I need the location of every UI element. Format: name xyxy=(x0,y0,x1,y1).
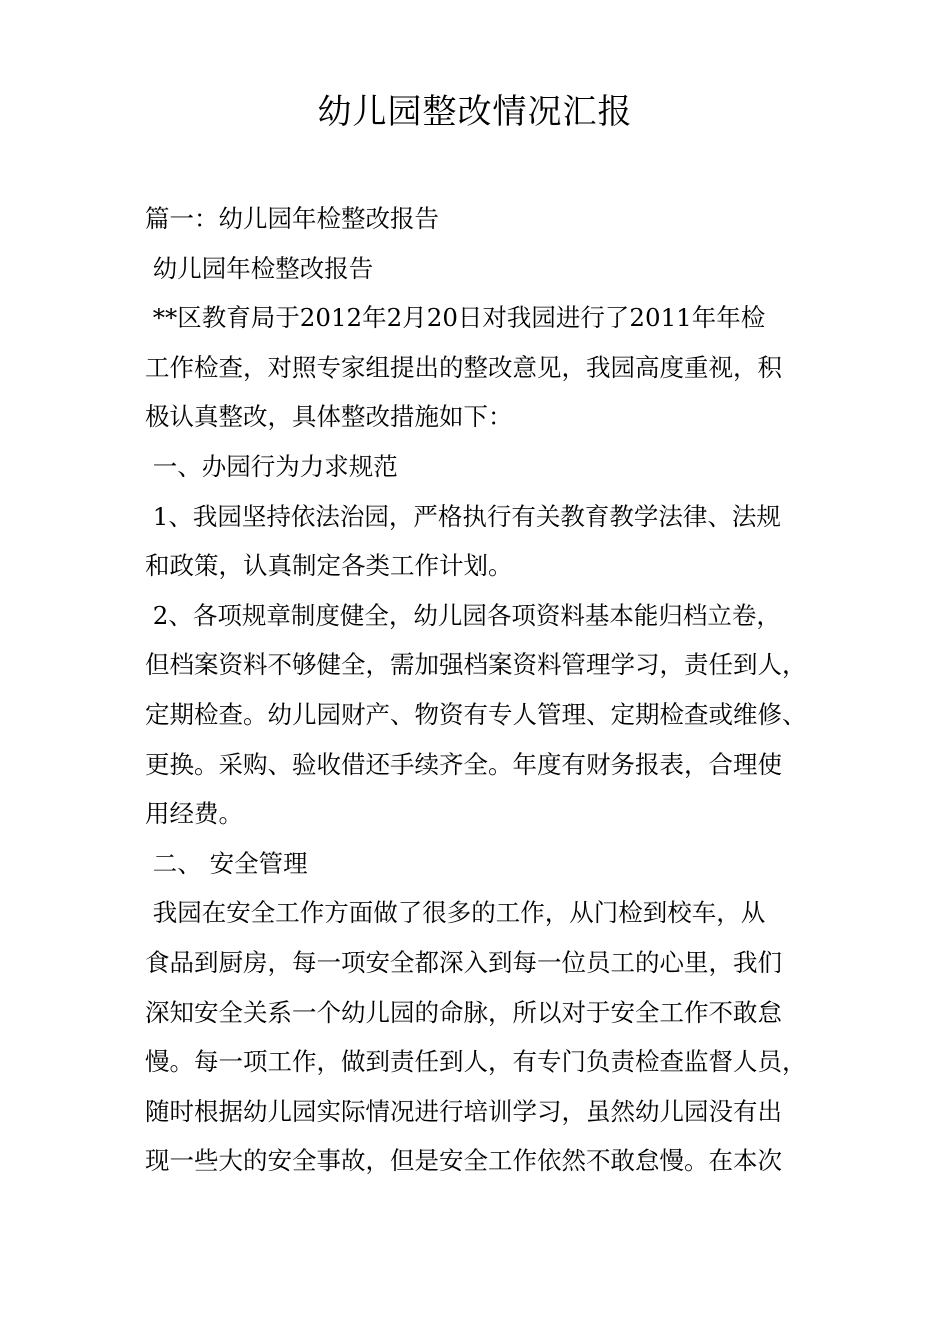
text-line: 随时根据幼儿园实际情况进行培训学习，虽然幼儿园没有出 xyxy=(145,1096,782,1126)
text-line: 1、我园坚持依法治园，严格执行有关教育教学法律、法规 xyxy=(145,501,781,531)
text-line: 工作检查，对照专家组提出的整改意见，我园高度重视，积 xyxy=(145,352,782,382)
text-line: 和政策，认真制定各类工作计划。 xyxy=(145,551,513,581)
text-line: 更换。采购、验收借还手续齐全。年度有财务报表，合理使 xyxy=(145,749,782,779)
text-line: 2、各项规章制度健全，幼儿园各项资料基本能归档立卷， xyxy=(145,600,781,630)
text-line: 食品到厨房，每一项安全都深入到每一位员工的心里，我们 xyxy=(145,947,782,977)
text-line: 幼儿园年检整改报告 xyxy=(145,253,374,283)
text-line: 现一些大的安全事故，但是安全工作依然不敢怠慢。在本次 xyxy=(145,1146,782,1176)
text-line: 我园在安全工作方面做了很多的工作，从门检到校车，从 xyxy=(145,898,766,928)
text-line: 定期检查。幼儿园财产、物资有专人管理、定期检查或维修、 xyxy=(145,699,807,729)
document-title: 幼儿园整改情况汇报 xyxy=(317,92,633,132)
text-line: 慢。每一项工作，做到责任到人，有专门负责检查监督人员， xyxy=(145,1047,807,1077)
text-line: 篇一：幼儿园年检整改报告 xyxy=(145,204,439,233)
text-line: 一、办园行为力求规范 xyxy=(145,451,398,481)
text-line: 极认真整改，具体整改措施如下： xyxy=(145,402,513,432)
document-body xyxy=(145,194,807,1186)
text-line: 但档案资料不够健全，需加强档案资料管理学习，责任到人， xyxy=(145,650,807,680)
text-line: 深知安全关系一个幼儿园的命脉，所以对于安全工作不敢怠 xyxy=(145,997,782,1027)
text-line: 二、 安全管理 xyxy=(145,848,308,878)
text-line: **区教育局于2012年2月20日对我园进行了2011年年检 xyxy=(145,303,766,333)
text-line: 用经费。 xyxy=(145,799,243,829)
